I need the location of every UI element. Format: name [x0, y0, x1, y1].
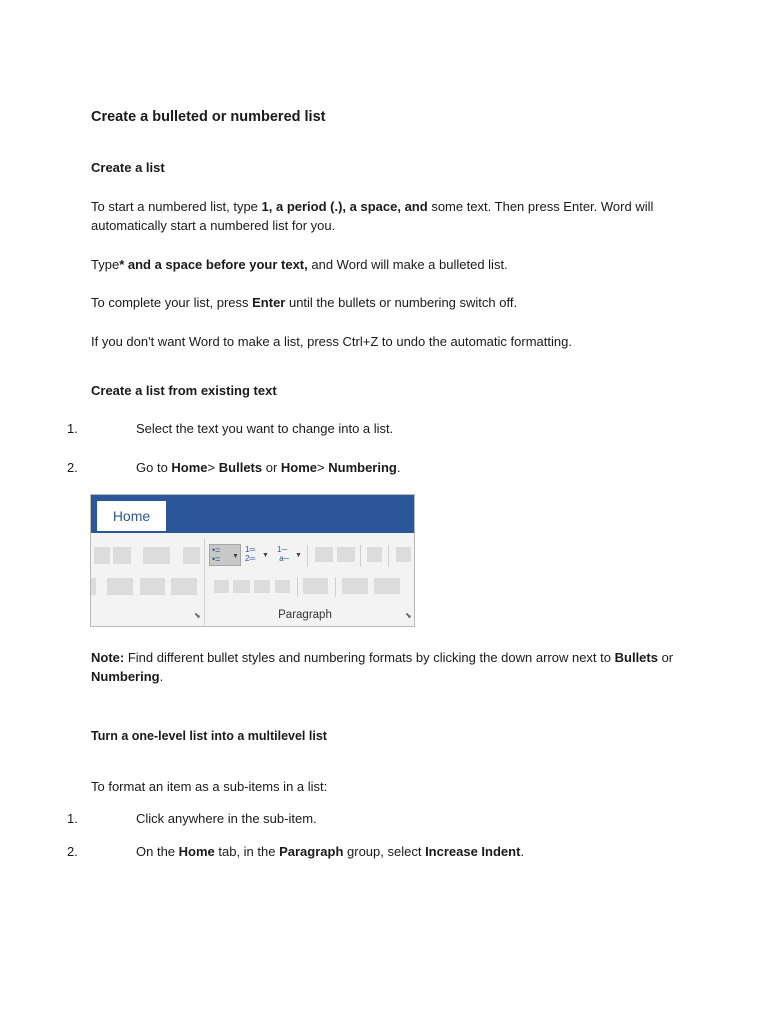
list-number: 2. [67, 844, 78, 859]
paragraph-complete-list: To complete your list, press Enter until the bullets or numbering switch off. [91, 295, 518, 310]
list-item-text: Go to Home> Bullets or Home> Numbering. [136, 460, 401, 475]
list-number: 2. [67, 460, 78, 475]
ribbon-button-placeholder [275, 580, 290, 593]
group-divider [388, 545, 389, 567]
list-item-text: On the Home tab, in the Paragraph group, select Increase Indent. [136, 844, 525, 859]
ribbon-button-placeholder [214, 580, 229, 593]
ribbon-button-placeholder [367, 547, 382, 562]
ribbon-button-placeholder [303, 578, 328, 594]
ribbon-button-placeholder [342, 578, 368, 594]
ribbon-button-placeholder [337, 547, 355, 562]
font-group-launcher-icon[interactable]: ⬊ [194, 611, 201, 620]
ribbon-button-placeholder [140, 578, 165, 595]
paragraph-group-label: Paragraph [278, 609, 332, 621]
ribbon-button-placeholder [374, 578, 400, 594]
ribbon-button-placeholder [113, 547, 131, 564]
ribbon-button-placeholder [315, 547, 333, 562]
note-paragraph: Note: Find different bullet styles and numbering formats by clicking the down arrow next to Bullets or Numbering. [91, 650, 674, 684]
home-tab[interactable]: Home [97, 501, 166, 531]
ribbon-button-placeholder [254, 580, 270, 593]
ribbon-button-placeholder [183, 547, 200, 564]
paragraph-bulleted-intro: Type* and a space before your text, and Word will make a bulleted list. [91, 257, 508, 272]
group-divider [360, 545, 361, 567]
list-item-text: Select the text you want to change into a list. [136, 421, 394, 436]
paragraph-multilevel-intro: To format an item as a sub-items in a list: [91, 779, 328, 794]
numbering-button[interactable] [243, 544, 271, 566]
ribbon-button-placeholder [94, 547, 110, 564]
numbering-list-icon: 1═ 2═ [245, 545, 256, 563]
group-divider [297, 577, 298, 597]
chevron-down-icon[interactable]: ▼ [262, 552, 269, 559]
ribbon-tab-bar [91, 495, 414, 533]
group-divider [307, 545, 308, 567]
ribbon-screenshot [90, 494, 415, 627]
bullets-list-icon: •= •= [212, 545, 221, 564]
multilevel-list-button[interactable] [275, 544, 303, 566]
paragraph-undo: If you don't want Word to make a list, press Ctrl+Z to undo the automatic formatting. [91, 334, 572, 349]
paragraph-numbered-intro: To start a numbered list, type 1, a period (.), a space, and some text. Then press Enter. Word will automatically start a numbered list for you. [91, 199, 654, 233]
heading-multilevel: Turn a one-level list into a multilevel list [91, 729, 327, 743]
paragraph-group-launcher-icon[interactable]: ⬊ [405, 611, 412, 620]
ribbon-button-placeholder [143, 547, 170, 564]
heading-existing-text: Create a list from existing text [91, 383, 277, 398]
group-divider [204, 539, 205, 625]
ribbon-button-placeholder [171, 578, 197, 595]
heading-create-list: Create a list [91, 160, 165, 175]
ribbon-button-placeholder [91, 578, 96, 595]
ribbon-button-placeholder [107, 578, 133, 595]
list-number: 1. [67, 811, 78, 826]
ribbon-button-placeholder [233, 580, 250, 593]
chevron-down-icon[interactable]: ▼ [232, 553, 239, 560]
chevron-down-icon[interactable]: ▼ [295, 552, 302, 559]
page-title: Create a bulleted or numbered list [91, 109, 326, 125]
list-number: 1. [67, 421, 78, 436]
list-item-text: Click anywhere in the sub-item. [136, 811, 317, 826]
bullets-button[interactable] [209, 544, 241, 566]
ribbon-button-placeholder [396, 547, 411, 562]
group-divider [335, 577, 336, 597]
multilevel-list-icon: 1─ a─ [277, 545, 290, 563]
